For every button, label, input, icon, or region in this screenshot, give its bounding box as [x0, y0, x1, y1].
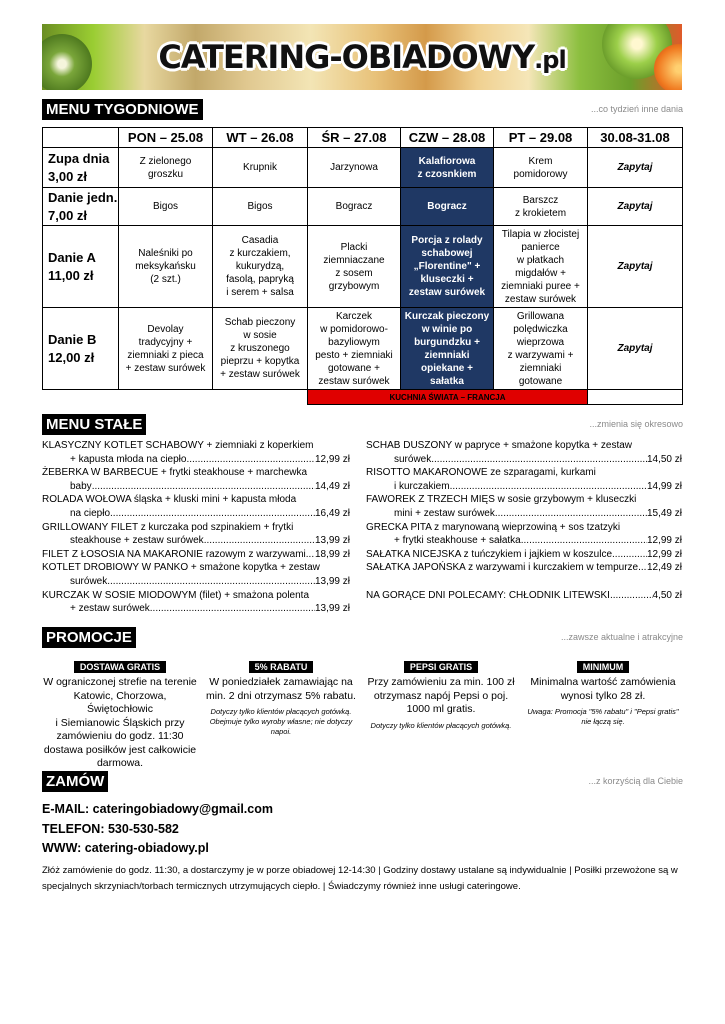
menu-item-text: steakhouse + zestaw surówek	[70, 535, 204, 547]
dish-cell: Krem pomidorowy	[494, 148, 588, 188]
menu-item-price: 13,99 zł	[314, 535, 350, 547]
section-title: PROMOCJE	[42, 627, 136, 648]
menu-item	[42, 493, 350, 520]
section-title: ZAMÓW	[42, 771, 108, 792]
row-header: Danie jedn. 7,00 zł	[43, 188, 119, 226]
dish-cell: Zapytaj	[588, 148, 683, 188]
menu-item-text: + frytki steakhouse + sałatka	[394, 535, 521, 547]
weekly-menu-header	[42, 99, 683, 121]
dish-cell: Zapytaj	[588, 226, 683, 308]
dish-cell: Bigos	[119, 188, 213, 226]
dish-cell: Casadia z kurczakiem, kukurydzą, fasolą, papryką i serem + salsa	[213, 226, 308, 308]
dish-cell: Karczek w pomidorowo- bazyliowym pesto + ziemniaki gotowane + zestaw surówek	[308, 308, 401, 390]
day-header: PON – 25.08	[119, 128, 213, 148]
menu-item	[366, 548, 682, 562]
menu-item-price: 16,49 zł	[314, 507, 350, 519]
promo-card	[40, 657, 200, 771]
dish-cell: Zapytaj	[588, 308, 683, 390]
day-header: 30.08-31.08	[588, 128, 683, 148]
contact-phone[interactable]: TELEFON: 530-530-582	[42, 822, 179, 836]
promo-title: 5% RABATU	[249, 661, 314, 673]
dish-cell: Bigos	[213, 188, 308, 226]
contact-email[interactable]: E-MAIL: cateringobiadowy@gmail.com	[42, 802, 273, 816]
section-title: MENU TYGODNIOWE	[42, 99, 203, 120]
menu-item	[42, 589, 350, 616]
menu-item-text: SAŁATKA JAPOŃSKA z warzywami i kurczakiem w tempurze	[366, 562, 639, 574]
menu-item-text: GRECKA PITA z marynowaną wieprzowiną + sos tzatzyki	[366, 521, 621, 533]
menu-item-text: baby	[70, 480, 92, 492]
promo-title: MINIMUM	[577, 661, 630, 673]
page-title: CATERING-OBIADOWY.pl	[158, 38, 566, 76]
menu-item-price: 14,99 zł	[646, 480, 682, 492]
header-banner	[42, 24, 682, 90]
dish-cell: Grillowana polędwiczka wieprzowa z warzywami + ziemniaki gotowane	[494, 308, 588, 390]
menu-item-text: FAWOREK Z TRZECH MIĘS w sosie grzybowym + kluseczki	[366, 494, 637, 506]
menu-item-text: SCHAB DUSZONY w papryce + smażone kopytka + zestaw	[366, 440, 633, 451]
menu-item-price: 12,49 zł	[646, 562, 682, 574]
promo-card	[361, 657, 521, 731]
menu-item-text: GRILLOWANY FILET z kurczaka pod szpinakiem + frytki	[42, 521, 294, 533]
promo-note: Uwaga: Promocja "5% rabatu" i "Pepsi gratis" nie łączą się.	[527, 707, 679, 726]
menu-item-price: 15,49 zł	[646, 507, 682, 519]
promo-text: W ograniczonej strefie na terenie Katowic, Chorzowa, Świętochłowic i Siemianowic Śląskich przy zamówieniu do godz. 11:30 dostawa posiłków jest całkowicie darmowa.	[43, 676, 197, 769]
promo-text: Przy zamówieniu za min. 100 zł otrzymasz napój Pepsi o poj. 1000 ml gratis.	[367, 676, 515, 715]
menu-item	[366, 493, 682, 520]
menu-item	[366, 575, 682, 589]
menu-item-price: 14,49 zł	[314, 480, 350, 492]
dish-cell: Schab pieczony w sosie z kruszonego pieprzu + kopytka + zestaw surówek	[213, 308, 308, 390]
dish-cell-highlighted: Porcja z rolady schabowej „Florentine" + kluseczki + zestaw surówek	[401, 226, 494, 308]
dish-cell-highlighted: Bogracz	[401, 188, 494, 226]
section-note: ...zawsze aktualne i atrakcyjne	[560, 632, 683, 642]
fixed-menu-header	[42, 414, 683, 436]
menu-item	[42, 521, 350, 548]
day-header: ŚR – 27.08	[308, 128, 401, 148]
section-note: ...zmienia się okresowo	[589, 419, 683, 429]
menu-item-text: + kapusta młoda na ciepło	[70, 453, 187, 465]
menu-item-text: KLASYCZNY KOTLET SCHABOWY + ziemniaki z koperkiem	[42, 440, 314, 451]
table-row	[43, 188, 683, 226]
menu-item-text: RISOTTO MAKARONOWE ze szparagami, kurkami	[366, 467, 596, 479]
dish-cell: Krupnik	[213, 148, 308, 188]
promo-text: W poniedziałek zamawiając na min. 2 dni otrzymasz 5% rabatu.	[206, 676, 356, 702]
table-row	[43, 308, 683, 390]
dish-cell-highlighted: Kalafiorowa z czosnkiem	[401, 148, 494, 188]
dish-cell: Tilapia w złocistej panierce w płatkach migdałów + ziemniaki puree + zestaw surówek	[494, 226, 588, 308]
weekly-menu-table	[42, 127, 683, 405]
promo-card	[201, 657, 361, 737]
row-header: Danie B 12,00 zł	[43, 308, 119, 390]
menu-item-text: ROLADA WOŁOWA śląska + kluski mini + kapusta młoda	[42, 494, 297, 506]
fixed-menu-left-column	[42, 439, 350, 616]
menu-item-text: + zestaw surówek	[70, 603, 150, 615]
promo-header	[42, 627, 683, 649]
menu-item-price: 13,99 zł	[314, 575, 350, 587]
day-header: PT – 29.08	[494, 128, 588, 148]
world-kitchen-banner: KUCHNIA ŚWIATA – FRANCJA	[308, 390, 588, 405]
section-note: ...co tydzień inne dania	[590, 104, 683, 114]
menu-item-text: NA GORĄCE DNI POLECAMY: CHŁODNIK LITEWSKI	[366, 589, 610, 601]
dish-cell: Z zielonego groszku	[119, 148, 213, 188]
menu-item-text: surówek	[394, 453, 432, 465]
row-header: Danie A 11,00 zł	[43, 226, 119, 308]
dish-cell: Placki ziemniaczane z sosem grzybowym	[308, 226, 401, 308]
menu-item	[366, 439, 682, 466]
promo-title: DOSTAWA GRATIS	[74, 661, 166, 673]
menu-item-price: 13,99 zł	[314, 603, 350, 615]
menu-item-text: KURCZAK W SOSIE MIODOWYM (filet) + smażona polenta	[42, 589, 310, 601]
contact-website[interactable]: WWW: catering-obiadowy.pl	[42, 841, 209, 855]
dish-cell: Zapytaj	[588, 188, 683, 226]
menu-item-price: 18,99 zł	[314, 548, 350, 560]
menu-item	[42, 439, 350, 466]
menu-item-price: 12,99 zł	[646, 535, 682, 547]
day-header: WT – 26.08	[213, 128, 308, 148]
menu-item	[42, 561, 350, 588]
menu-item	[366, 521, 682, 548]
dish-cell: Naleśniki po meksykańsku (2 szt.)	[119, 226, 213, 308]
dish-cell: Barszcz z krokietem	[494, 188, 588, 226]
promo-title: PEPSI GRATIS	[404, 661, 478, 673]
row-header: Zupa dnia 3,00 zł	[43, 148, 119, 188]
section-note: ...z korzyścią dla Ciebie	[588, 776, 683, 786]
menu-item-text: na ciepło	[70, 507, 111, 519]
promo-text: Minimalna wartość zamówienia wynosi tylko 28 zł.	[530, 676, 676, 702]
menu-item-text: mini + zestaw surówek	[394, 507, 495, 519]
table-header-row	[43, 128, 683, 148]
dish-cell: Jarzynowa	[308, 148, 401, 188]
menu-item-text: FILET Z ŁOSOSIA NA MAKARONIE razowym z warzywami	[42, 548, 306, 560]
menu-item-text: ŻEBERKA W BARBECUE + frytki steakhouse + marchewka	[42, 467, 308, 479]
menu-item-price: 14,50 zł	[646, 453, 682, 465]
menu-item-price: 12,99 zł	[314, 453, 350, 465]
menu-item	[366, 561, 682, 575]
promo-note: Dotyczy tylko klientów płacących gotówką.	[370, 720, 512, 730]
table-row	[43, 226, 683, 308]
menu-item	[366, 589, 682, 603]
menu-item	[42, 548, 350, 562]
table-row	[43, 148, 683, 188]
promo-card	[523, 657, 683, 727]
fixed-menu-right-column	[366, 439, 682, 602]
dish-cell-highlighted: Kurczak pieczony w winie po burgundzku + ziemniaki opiekane + sałatka	[401, 308, 494, 390]
promo-note: Dotyczy tylko klientów płacących gotówką. Obejmuje tylko wyroby własne; nie dotyczy napoi.	[209, 707, 353, 736]
day-header: CZW – 28.08	[401, 128, 494, 148]
order-header	[42, 771, 683, 793]
menu-item-text: KOTLET DROBIOWY W PANKO + smażone kopytka + zestaw	[42, 562, 320, 574]
order-info-text: Złóż zamówienie do godz. 11:30, a dostarczymy je w porze obiadowej 12-14:30 | Godziny dostawy ustalane są indywidualnie | Posiłki przewożone są w specjalnych skrzyniach/torbach termicznych utrzymujących ciepło. | Świadczymy również inne usługi cateringowe.	[42, 865, 678, 892]
menu-item-price: 12,99 zł	[646, 548, 682, 560]
menu-item-text: i kurczakiem	[394, 480, 450, 492]
menu-item-text: SAŁATKA NICEJSKA z tuńczykiem i jajkiem w koszulce	[366, 548, 613, 560]
menu-item-text: surówek	[70, 575, 108, 587]
menu-item-price: 4,50 zł	[652, 589, 682, 601]
menu-item	[366, 466, 682, 493]
menu-item	[42, 466, 350, 493]
dish-cell: Devolay tradycyjny + ziemniaki z pieca + zestaw surówek	[119, 308, 213, 390]
section-title: MENU STAŁE	[42, 414, 146, 435]
world-kitchen-row	[43, 390, 683, 405]
dish-cell: Bogracz	[308, 188, 401, 226]
